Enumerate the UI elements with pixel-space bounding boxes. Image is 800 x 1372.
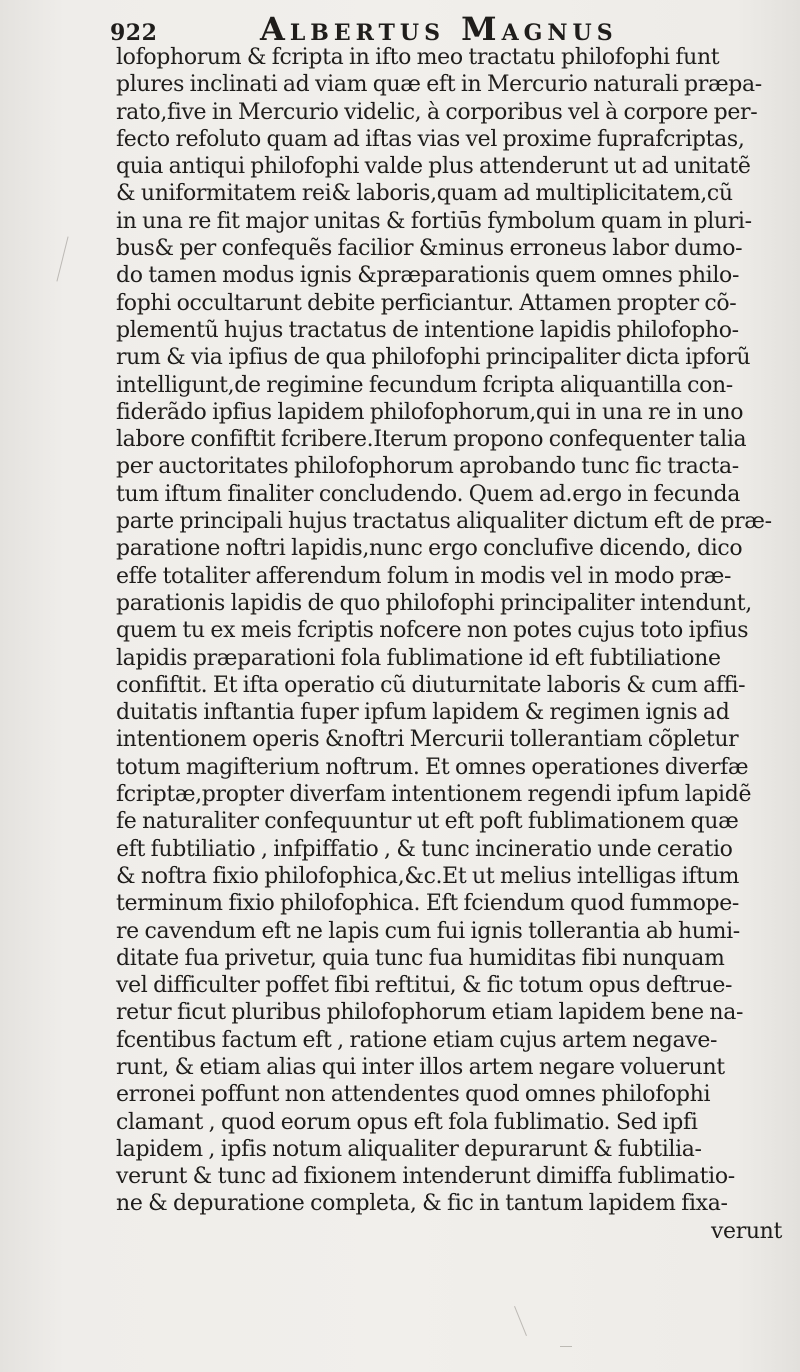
text-line: quem tu ex meis fcriptis nofcere non potes cujus toto ipfius	[116, 618, 749, 644]
page-number: 922	[110, 20, 158, 46]
paper-scratch	[56, 237, 68, 282]
text-line: terminum fixio philofophica. Eft fciendum quod fummope-	[116, 891, 739, 917]
text-line: fophi occultarunt debite perficiantur. Attamen propter cõ-	[116, 290, 737, 316]
text-line: lapidem , ipfis notum aliqualiter depurarunt & fubtilia-	[116, 1136, 702, 1162]
text-line: per auctoritates philofophorum aprobando tunc fic tracta-	[116, 454, 739, 480]
text-line: fe naturaliter confequuntur ut eft poft fublimationem quæ	[116, 809, 739, 835]
text-line: lofophorum & fcripta in ifto meo tractatu philofophi funt	[116, 45, 720, 70]
text-line: bus& per confequẽs facilior &minus erroneus labor dumo-	[116, 236, 743, 262]
text-line: rato,five in Mercurio videlic, à corporibus vel à corpore per-	[116, 99, 758, 125]
text-line: intelligunt,de regimine fecundum fcripta aliquantilla con-	[116, 372, 733, 398]
running-head: Albertus Magnus	[260, 10, 618, 48]
text-line: & uniformitatem rei& laboris,quam ad multiplicitatem,cũ	[116, 181, 733, 207]
text-line: vel difficulter poffet fibi reftitui, & fic totum opus deftrue-	[116, 973, 733, 999]
page-header	[110, 10, 790, 46]
text-line: do tamen modus ignis &præparationis quem omnes philo-	[116, 263, 740, 289]
text-line: erronei poffunt non attendentes quod omnes philofophi	[116, 1082, 711, 1108]
text-line: quia antiqui philofophi valde plus attenderunt ut ad unitatẽ	[116, 154, 751, 180]
text-line: plementũ hujus tractatus de intentione lapidis philofopho-	[116, 317, 739, 343]
text-line: fcentibus factum eft , ratione etiam cujus artem negave-	[116, 1027, 718, 1053]
text-line: parationis lapidis de quo philofophi principaliter intendunt,	[116, 590, 752, 616]
text-line: fecto refoluto quam ad iftas vias vel proxime fuprafcriptas,	[116, 126, 745, 152]
text-line: parte principali hujus tractatus aliqualiter dictum eft de præ-	[116, 509, 772, 535]
text-line: retur ficut pluribus philofophorum etiam lapidem bene na-	[116, 1000, 744, 1026]
text-line: ne & depuratione completa, & fic in tantum lapidem fixa-	[116, 1191, 728, 1217]
paper-scratch	[514, 1306, 527, 1336]
text-line: totum magifterium noftrum. Et omnes operationes diverfæ	[116, 754, 749, 780]
text-line: re cavendum eft ne lapis cum fui ignis tollerantia ab humi-	[116, 918, 740, 944]
body-text	[116, 44, 788, 1245]
text-line: intentionem operis &noftri Mercurii tollerantiam cõpletur	[116, 727, 739, 753]
text-line: duitatis inftantia fuper ipfum lapidem & regimen ignis ad	[116, 700, 730, 726]
text-line: tum iftum finaliter concludendo. Quem ad.ergo in fecunda	[116, 481, 741, 507]
text-line: eft fubtiliatio , infpiffatio , & tunc incineratio unde ceratio	[116, 836, 733, 862]
text-line: & noftra fixio philofophica,&c.Et ut melius intelligas iftum	[116, 863, 740, 889]
text-line: fcriptæ,propter diverfam intentionem regendi ipfum lapidẽ	[116, 782, 752, 808]
paper-scratch	[560, 1346, 572, 1347]
text-line: plures inclinati ad viam quæ eft in Mercurio naturali præpa-	[116, 72, 762, 98]
text-line: clamant , quod eorum opus eft fola fublimatio. Sed ipfi	[116, 1109, 698, 1135]
text-line: runt, & etiam alias qui inter illos artem negare voluerunt	[116, 1054, 725, 1080]
text-line: lapidis præparationi fola fublimatione id eft fubtiliatione	[116, 645, 721, 671]
text-line: labore confiftit fcribere.Iterum propono confequenter talia	[116, 427, 747, 453]
text-line: paratione noftri lapidis,nunc ergo conclufive dicendo, dico	[116, 536, 743, 562]
text-line: ditate fua privetur, quia tunc fua humiditas fibi nunquam	[116, 945, 725, 971]
text-line: confiftit. Et ifta operatio cũ diuturnitate laboris & cum affi-	[116, 672, 746, 698]
text-line: rum & via ipfius de qua philofophi principaliter dicta ipforũ	[116, 345, 751, 371]
text-line: fiderãdo ipfius lapidem philofophorum,qui in una re in uno	[116, 399, 744, 425]
text-line: verunt & tunc ad fixionem intenderunt dimiffa fublimatio-	[116, 1164, 735, 1190]
text-line: effe totaliter afferendum folum in modis vel in modo præ-	[116, 563, 732, 589]
catchword: verunt	[710, 1218, 782, 1244]
text-line: in una re fit major unitas & fortiūs fymbolum quam in pluri-	[116, 208, 752, 234]
